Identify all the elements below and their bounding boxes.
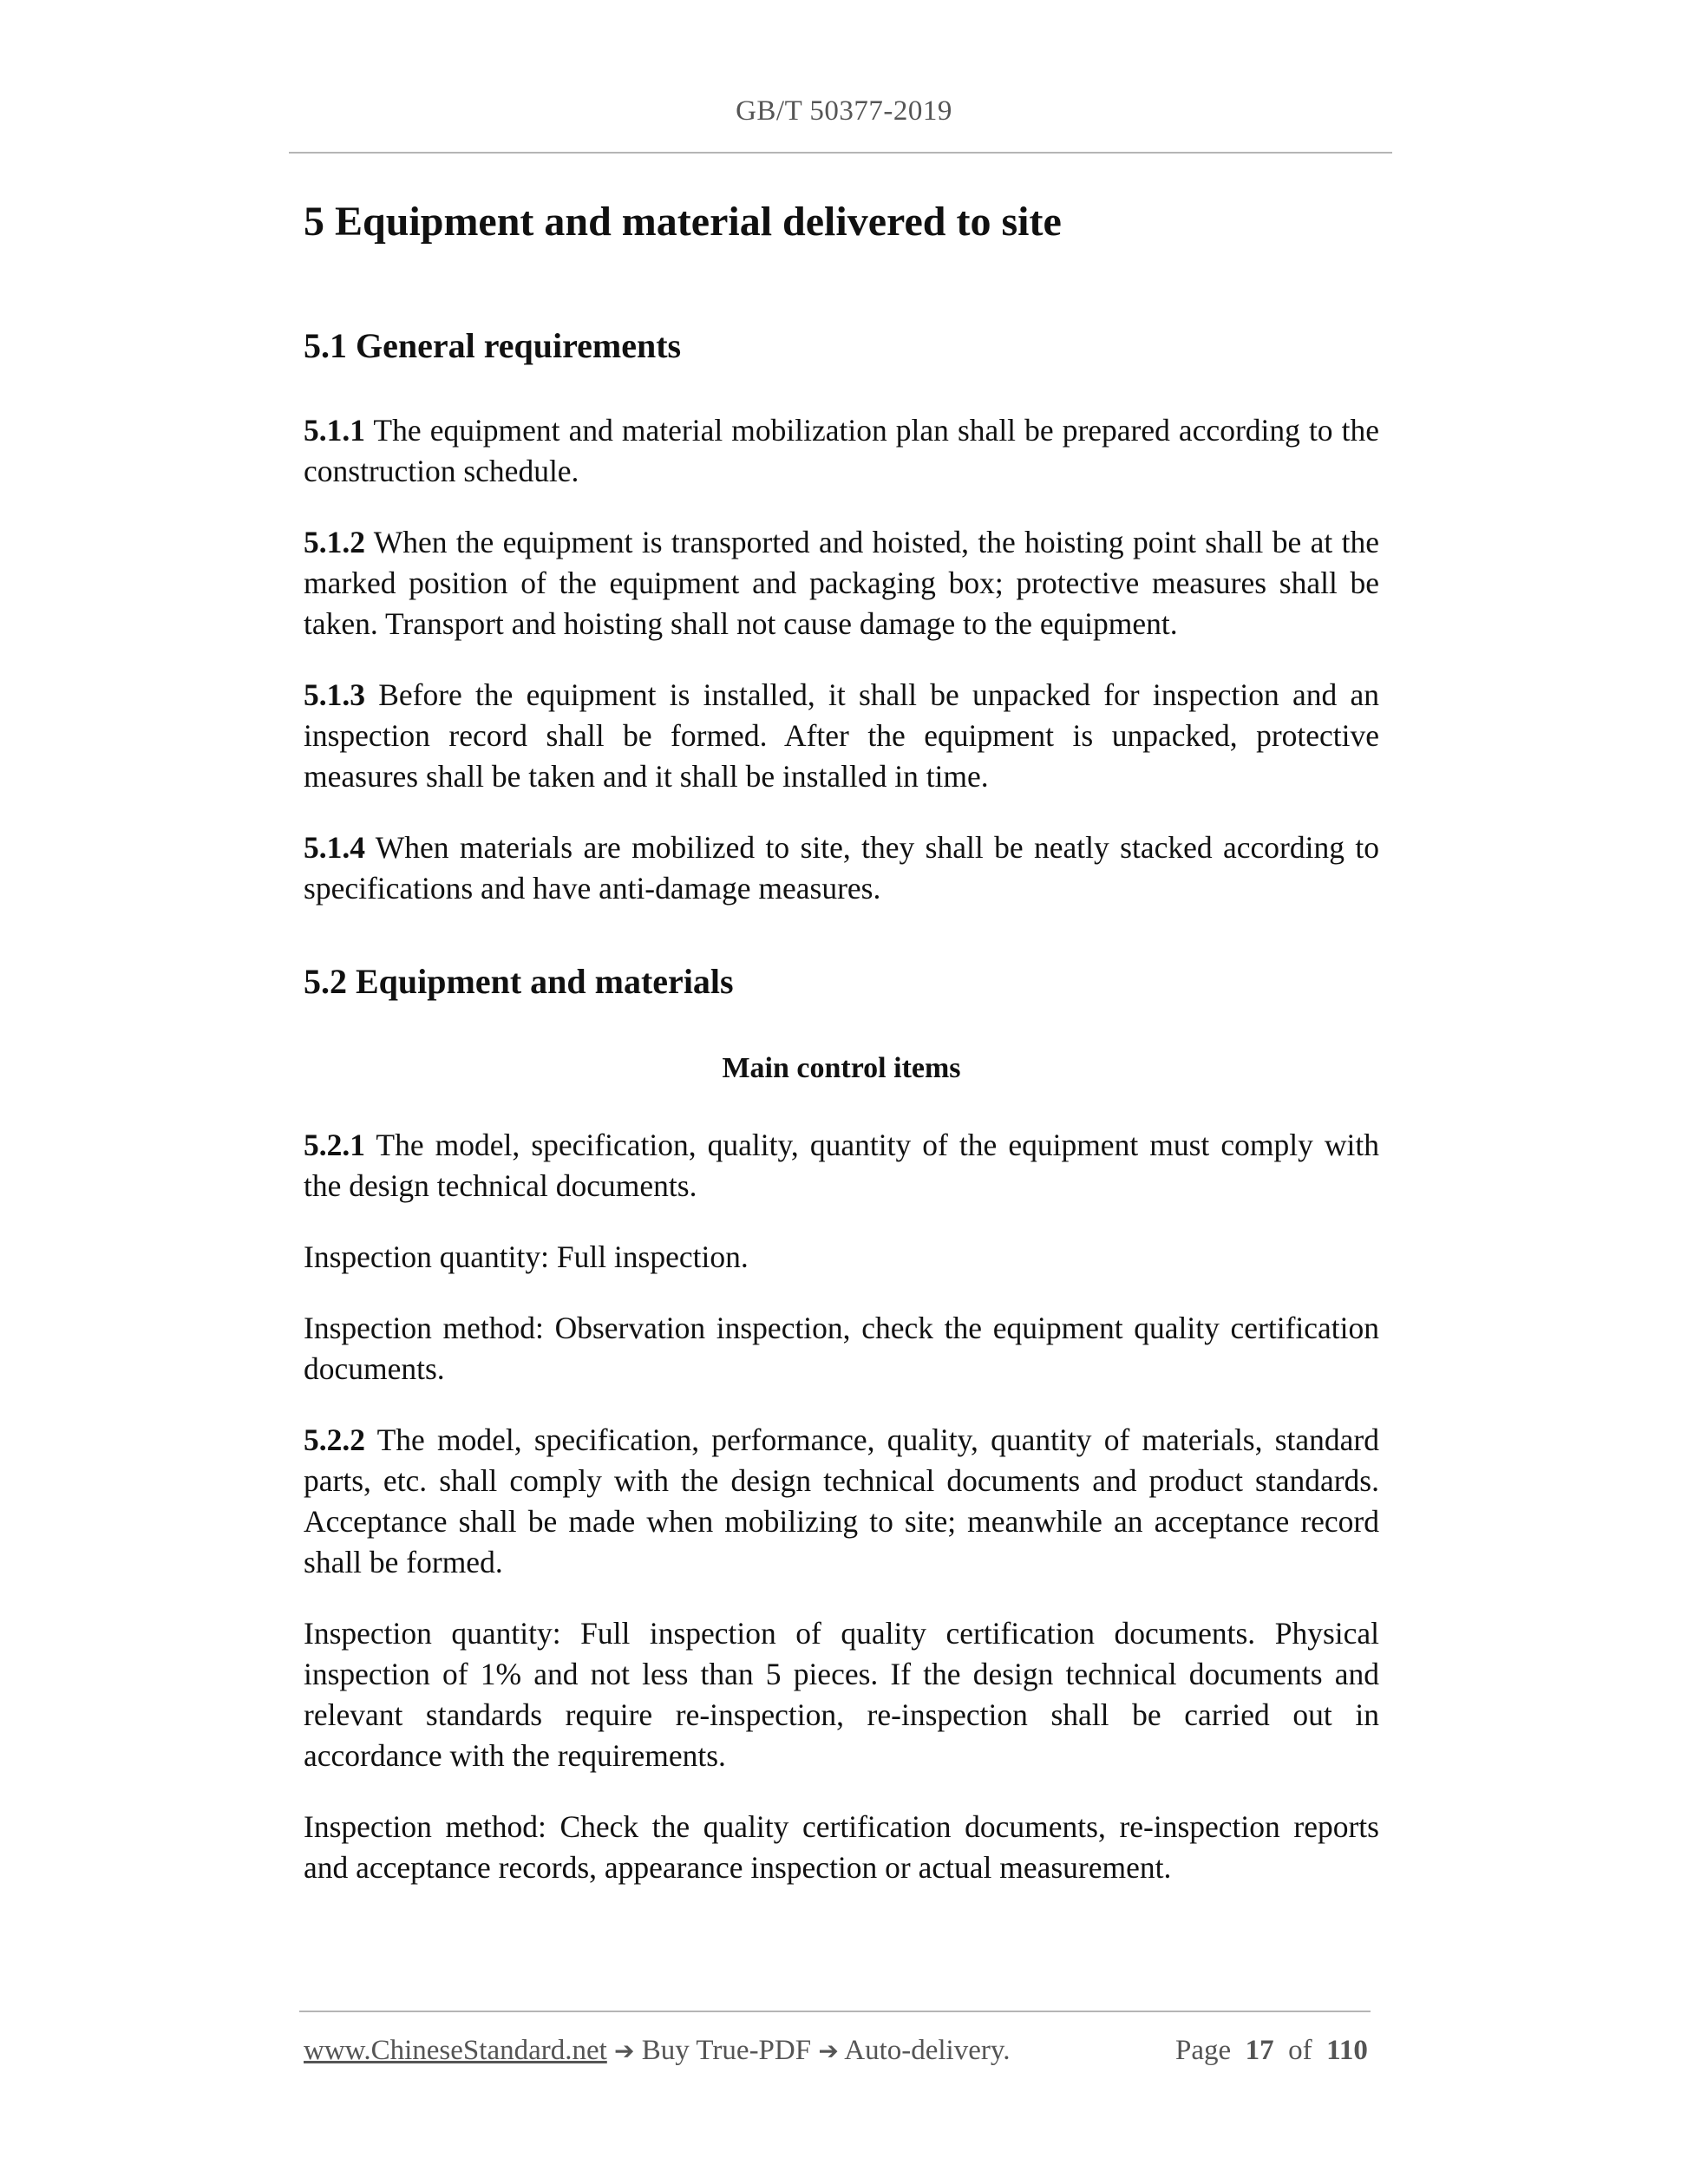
section-title-5-1: 5.1 General requirements (304, 326, 682, 366)
clause-5-1-3 (304, 675, 1379, 797)
inspection-quantity-5-2-2: Inspection quantity: Full inspection of quality certification documents. Physical inspection of 1% and not less than 5 pieces. If the design technical documents and relevant standards require re-inspection, re-inspection shall be carried out in accordance with the requirements. (304, 1615, 1379, 1773)
clause-5-1-2 (304, 522, 1379, 644)
standard-code-header: GB/T 50377-2019 (736, 95, 952, 127)
page-indicator (1175, 2035, 1368, 2067)
auto-delivery-text: Auto-delivery. (844, 2035, 1011, 2066)
clause-5-1-4 (304, 827, 1379, 909)
arrow-right-icon: ➔ (818, 2037, 839, 2065)
footer-links (304, 2035, 1010, 2067)
page-number: 17 (1245, 2035, 1274, 2066)
footer-divider (299, 2011, 1371, 2012)
section-title-5-2: 5.2 Equipment and materials (304, 962, 734, 1002)
clause-number: 5.1.1 (304, 413, 365, 448)
main-control-items-heading: Main control items (722, 1052, 961, 1085)
clause-number: 5.2.2 (304, 1422, 365, 1457)
inspection-method-5-2-1: Inspection method: Observation inspection, check the equipment quality certification documents. (304, 1310, 1379, 1386)
of-label: of (1288, 2035, 1312, 2066)
website-link[interactable]: www.ChineseStandard.net (304, 2035, 607, 2066)
buy-pdf-text: Buy True-PDF (641, 2035, 812, 2066)
clause-text: The model, specification, quality, quantity of the equipment must comply with the design technical documents. (304, 1127, 1379, 1203)
clause-5-2-2 (304, 1420, 1379, 1583)
clause-text: The model, specification, performance, quality, quantity of materials, standard parts, etc. shall comply with the design technical documents and product standards. Acceptance shall be made when mobilizing to site; meanwhile an acceptance record shall be formed. (304, 1422, 1379, 1579)
chapter-title: 5 Equipment and material delivered to site (304, 199, 1062, 245)
inspection-method-5-2-2: Inspection method: Check the quality certification documents, re-inspection reports and acceptance records, appearance inspection or actual measurement. (304, 1808, 1379, 1885)
total-pages: 110 (1326, 2035, 1368, 2066)
clause-text: The equipment and material mobilization plan shall be prepared according to the construction schedule. (304, 413, 1379, 489)
clause-text: Before the equipment is installed, it shall be unpacked for inspection and an inspection record shall be formed. After the equipment is unpacked, protective measures shall be taken and it shall be installed in time. (304, 677, 1379, 794)
clause-5-2-1 (304, 1125, 1379, 1206)
clause-text: When the equipment is transported and hoisted, the hoisting point shall be at the marked position of the equipment and packaging box; protective measures shall be taken. Transport and hoisting shall not cause damage to the equipment. (304, 525, 1379, 642)
header-divider (289, 152, 1392, 154)
inspection-quantity-5-2-1: Inspection quantity: Full inspection. (304, 1239, 749, 1274)
page-content (304, 195, 1379, 1919)
clause-text: When materials are mobilized to site, they shall be neatly stacked according to specifications and have anti-damage measures. (304, 830, 1379, 906)
arrow-right-icon: ➔ (614, 2037, 635, 2065)
clause-number: 5.1.4 (304, 830, 365, 866)
clause-number: 5.1.2 (304, 525, 365, 560)
clause-5-1-1 (304, 410, 1379, 492)
page-label: Page (1175, 2035, 1232, 2066)
clause-number: 5.2.1 (304, 1127, 365, 1162)
clause-number: 5.1.3 (304, 677, 365, 713)
